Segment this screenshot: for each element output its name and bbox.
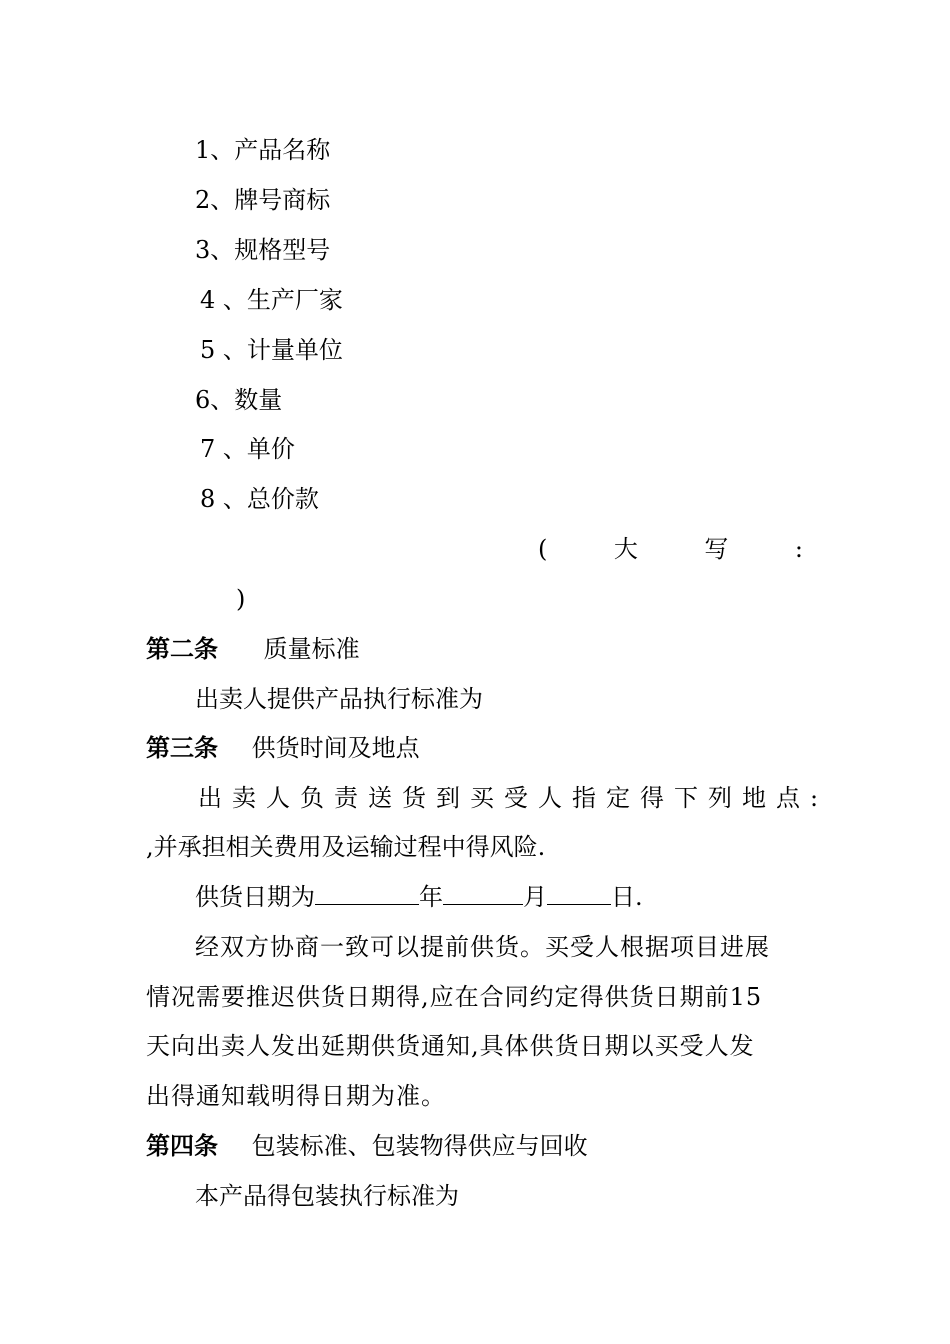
article-4-heading [146,1131,588,1161]
capital-colon: : [794,535,803,563]
delivery-risk-line: ,并承担相关费用及运输过程中得风险. [146,833,546,861]
month-label: 月 [523,883,547,911]
article-4-title: 包装标准、包装物得供应与回收 [251,1132,588,1160]
article-2-label: 第二条 [146,634,218,663]
delivery-date-line [195,882,643,912]
year-blank [315,882,419,905]
year-label: 年 [419,883,443,911]
article-2-body: 出卖人提供产品执行标准为 [195,685,483,713]
article-4-label: 第四条 [146,1131,218,1160]
item-total-price: 8 、总价款 [200,485,319,513]
delivery-location-line: 出卖人负责送货到买受人指定得下列地点: [198,784,829,812]
article-2-heading [146,634,360,664]
item-spec-model: 3、规格型号 [195,236,331,264]
item-unit-price: 7 、单价 [200,435,295,463]
article-3-heading [146,733,420,763]
item-brand: 2、牌号商标 [195,186,331,214]
article-3-title: 供货时间及地点 [251,734,420,762]
month-blank [443,882,523,905]
day-label: 日. [611,883,643,911]
article-2-title: 质量标准 [263,635,360,663]
article-4-body: 本产品得包装执行标准为 [195,1182,459,1210]
delay-paragraph-line-2: 情况需要推迟供货日期得,应在合同约定得供货日期前15 [146,983,763,1011]
delay-paragraph-line-1: 经双方协商一致可以提前供货。买受人根据项目进展 [195,933,770,961]
delay-paragraph-line-4: 出得通知载明得日期为准。 [146,1082,446,1110]
capital-close-paren: ) [236,585,246,613]
capital-amount-line [538,534,803,564]
article-3-label: 第三条 [146,733,218,762]
capital-char-xie: 写 [704,535,729,563]
delivery-date-prefix: 供货日期为 [195,883,315,911]
day-blank [547,882,611,905]
item-quantity: 6、数量 [195,386,283,414]
item-manufacturer: 4 、生产厂家 [200,286,343,314]
capital-char-da: 大 [613,535,638,563]
capital-open-paren: ( [538,535,548,563]
item-product-name: 1、产品名称 [195,136,331,164]
delay-paragraph-line-3: 天向出卖人发出延期供货通知,具体供货日期以买受人发 [146,1032,755,1060]
item-unit: 5 、计量单位 [200,336,343,364]
